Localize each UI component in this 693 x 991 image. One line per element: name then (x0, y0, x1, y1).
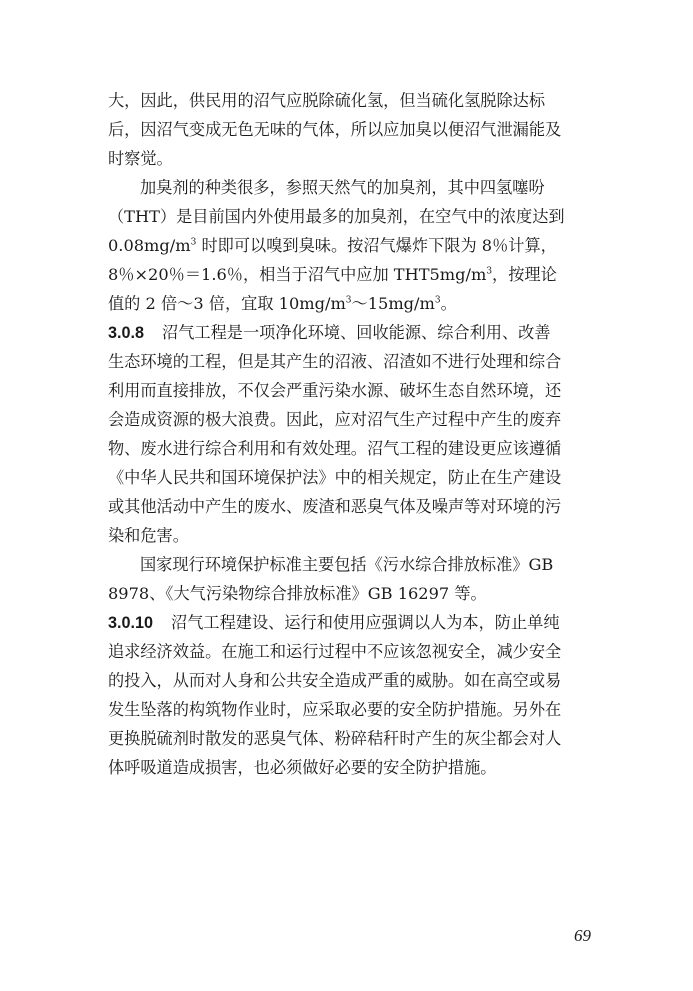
page-number: 69 (574, 926, 591, 945)
text-line: 8978、《大气污染物综合排放标准》GB 16297 等。 (108, 584, 487, 603)
text-segment: 0.08mg/m (108, 236, 191, 255)
text-line: 利用而直接排放，不仅会严重污染水源、破坏生态自然环境，还 (108, 381, 562, 400)
text-line: 会造成资源的极大浪费。因此，应对沼气生产过程中产生的废弃 (108, 410, 562, 429)
text-line-with-unit (108, 292, 457, 316)
text-line: 《中华人民共和国环境保护法》中的相关规定，防止在生产建设 (108, 468, 562, 487)
text-line: 染和危害。 (108, 526, 189, 545)
text-line-with-unit (108, 234, 557, 258)
superscript: 3 (190, 237, 197, 248)
clause-heading-line (108, 321, 551, 345)
clause-heading-line (108, 611, 560, 635)
text-line: 发生坠落的构筑物作业时，应采取必要的安全防护措施。另外在 (108, 700, 562, 719)
text-segment: ～15mg/m (351, 294, 435, 313)
text-line: 加臭剂的种类很多，参照天然气的加臭剂，其中四氢噻吩 (140, 178, 545, 197)
text-segment: 。 (440, 294, 457, 313)
text-line: 国家现行环境保护标准主要包括《污水综合排放标准》GB (140, 555, 554, 574)
text-segment: 值的 2 倍～3 倍，宜取 10mg/m (108, 294, 346, 313)
text-line: 物、废水进行综合利用和有效处理。沼气工程的建设更应该遵循 (108, 439, 562, 458)
text-line: 更换脱硫剂时散发的恶臭气体、粉碎秸秆时产生的灰尘都会对人 (108, 729, 562, 748)
text-line: （THT）是目前国内外使用最多的加臭剂，在空气中的浓度达到 (108, 207, 565, 226)
text-segment: 沼气工程建设、运行和使用应强调以人为本，防止单纯 (171, 613, 560, 632)
text-line: 生态环境的工程，但是其产生的沼液、沼渣如不进行处理和综合 (108, 352, 562, 371)
text-segment: 沼气工程是一项净化环境、回收能源、综合利用、改善 (162, 323, 551, 342)
text-line: 大，因此，供民用的沼气应脱除硫化氢，但当硫化氢脱除达标 (108, 91, 546, 110)
superscript: 3 (345, 295, 352, 306)
text-segment: 8％×20％＝1.6％，相当于沼气中应加 THT5mg/m (108, 265, 487, 284)
superscript: 3 (486, 266, 493, 277)
superscript: 3 (434, 295, 441, 306)
text-line: 后，因沼气变成无色无味的气体，所以应加臭以便沼气泄漏能及 (108, 120, 562, 139)
clause-number: 3.0.8 (108, 324, 145, 342)
text-line: 或其他活动中产生的废水、废渣和恶臭气体及噪声等对环境的污 (108, 497, 562, 516)
text-line-with-unit (108, 263, 557, 287)
text-segment: 时即可以嗅到臭味。按沼气爆炸下限为 8％计算， (196, 236, 557, 255)
text-line: 追求经济效益。在施工和运行过程中不应该忽视安全，减少安全 (108, 642, 562, 661)
text-line: 体呼吸道造成损害，也必须做好必要的安全防护措施。 (108, 758, 497, 777)
text-line: 的投入，从而对人身和公共安全造成严重的威胁。如在高空或易 (108, 671, 562, 690)
text-segment: ，按理论 (492, 265, 557, 284)
clause-number: 3.0.10 (108, 614, 154, 632)
text-line: 时察觉。 (108, 149, 173, 168)
